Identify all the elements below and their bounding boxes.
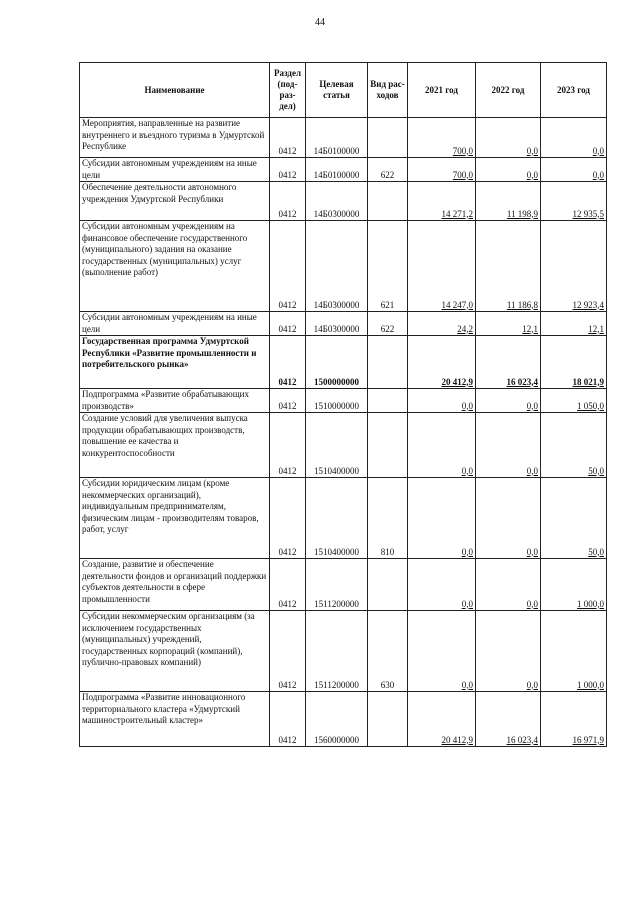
- table-row: [80, 389, 607, 413]
- row-2022: 0,0: [476, 118, 541, 158]
- row-section: 0412: [270, 221, 306, 312]
- row-section: 0412: [270, 413, 306, 478]
- header-2021: 2021 год: [408, 63, 476, 118]
- row-target: 1511200000: [306, 611, 368, 692]
- budget-table: [79, 62, 607, 747]
- row-2023: 12 935,5: [541, 182, 607, 221]
- row-expense: [368, 692, 408, 747]
- row-2022: 16 023,4: [476, 692, 541, 747]
- header-expense: Вид рас- ходов: [368, 63, 408, 118]
- row-expense: 630: [368, 611, 408, 692]
- row-section: 0412: [270, 118, 306, 158]
- page-number: 44: [315, 17, 325, 28]
- row-2023: 50,0: [541, 478, 607, 559]
- table-row: [80, 692, 607, 747]
- table-row: [80, 611, 607, 692]
- row-name: Создание условий для увеличения выпуска продукции обрабатывающих производств, повышение ее качества и конкурентоспособности: [80, 413, 270, 478]
- row-name: Субсидии автономным учреждениям на финансовое обеспечение государственного (муниципального) задания на оказание государственных (муниципальных) услуг (выполнение работ): [80, 221, 270, 312]
- row-section: 0412: [270, 611, 306, 692]
- row-2023: 12 923,4: [541, 221, 607, 312]
- row-section: 0412: [270, 478, 306, 559]
- row-name: Субсидии некоммерческим организациям (за исключением государственных (муниципальных) учреждений, государственных корпораций (компаний), публично-правовых компаний): [80, 611, 270, 692]
- row-target: 14Б0300000: [306, 182, 368, 221]
- row-name: Субсидии автономным учреждениям на иные цели: [80, 158, 270, 182]
- row-2021: 24,2: [408, 312, 476, 336]
- table-row: [80, 158, 607, 182]
- row-name: Субсидии юридическим лицам (кроме некоммерческих организаций), индивидуальным предпринимателям, физическим лицам - производителям товаров, работ, услуг: [80, 478, 270, 559]
- row-expense: 622: [368, 312, 408, 336]
- row-2022: 0,0: [476, 389, 541, 413]
- row-2022: 0,0: [476, 413, 541, 478]
- row-2021: 14 247,0: [408, 221, 476, 312]
- row-expense: 621: [368, 221, 408, 312]
- row-section: 0412: [270, 692, 306, 747]
- row-expense: 622: [368, 158, 408, 182]
- row-name: Мероприятия, направленные на развитие внутреннего и въездного туризма в Удмуртской Республике: [80, 118, 270, 158]
- table-row: [80, 118, 607, 158]
- row-2021: 700,0: [408, 158, 476, 182]
- table-row: [80, 413, 607, 478]
- row-target: 1510000000: [306, 389, 368, 413]
- row-name: Обеспечение деятельности автономного учреждения Удмуртской Республики: [80, 182, 270, 221]
- row-2021: 14 271,2: [408, 182, 476, 221]
- header-2023: 2023 год: [541, 63, 607, 118]
- row-name: Государственная программа Удмуртской Республики «Развитие промышленности и потребительского рынка»: [80, 336, 270, 389]
- row-2021: 20 412,9: [408, 692, 476, 747]
- row-name: Подпрограмма «Развитие обрабатывающих производств»: [80, 389, 270, 413]
- row-target: 1510400000: [306, 413, 368, 478]
- row-target: 14Б0300000: [306, 221, 368, 312]
- row-2023: 12,1: [541, 312, 607, 336]
- row-name: Создание, развитие и обеспечение деятельности фондов и организаций поддержки субъектов деятельности в сфере промышленности: [80, 559, 270, 611]
- row-section: 0412: [270, 182, 306, 221]
- row-2023: 1 000,0: [541, 611, 607, 692]
- row-2022: 0,0: [476, 559, 541, 611]
- row-target: 14Б0100000: [306, 118, 368, 158]
- row-section: 0412: [270, 389, 306, 413]
- row-2022: 11 186,8: [476, 221, 541, 312]
- row-expense: 810: [368, 478, 408, 559]
- row-2022: 0,0: [476, 158, 541, 182]
- row-2022: 12,1: [476, 312, 541, 336]
- row-target: 14Б0300000: [306, 312, 368, 336]
- row-2021: 0,0: [408, 611, 476, 692]
- row-target: 1511200000: [306, 559, 368, 611]
- row-name: Субсидии автономным учреждениям на иные цели: [80, 312, 270, 336]
- table-row: [80, 221, 607, 312]
- table-row: [80, 478, 607, 559]
- header-2022: 2022 год: [476, 63, 541, 118]
- header-name: Наименование: [80, 63, 270, 118]
- row-2022: 0,0: [476, 611, 541, 692]
- table-row: [80, 559, 607, 611]
- row-2023: 0,0: [541, 118, 607, 158]
- row-expense: [368, 413, 408, 478]
- row-expense: [368, 118, 408, 158]
- row-2021: 700,0: [408, 118, 476, 158]
- row-2022: 0,0: [476, 478, 541, 559]
- row-expense: [368, 182, 408, 221]
- row-2022: 11 198,9: [476, 182, 541, 221]
- row-2023: 50,0: [541, 413, 607, 478]
- row-2023: 1 050,0: [541, 389, 607, 413]
- row-target: 14Б0100000: [306, 158, 368, 182]
- row-section: 0412: [270, 336, 306, 389]
- row-2023: 1 000,0: [541, 559, 607, 611]
- row-section: 0412: [270, 158, 306, 182]
- table-row: [80, 182, 607, 221]
- header-row: [80, 63, 607, 118]
- row-expense: [368, 389, 408, 413]
- row-2023: 0,0: [541, 158, 607, 182]
- row-expense: [368, 336, 408, 389]
- row-target: 1500000000: [306, 336, 368, 389]
- row-2023: 18 021,9: [541, 336, 607, 389]
- row-expense: [368, 559, 408, 611]
- table-row: [80, 312, 607, 336]
- row-target: 1560000000: [306, 692, 368, 747]
- row-target: 1510400000: [306, 478, 368, 559]
- row-2023: 16 971,9: [541, 692, 607, 747]
- header-section: Раздел (под- раз- дел): [270, 63, 306, 118]
- table-row: [80, 336, 607, 389]
- row-2022: 16 023,4: [476, 336, 541, 389]
- row-2021: 0,0: [408, 413, 476, 478]
- row-name: Подпрограмма «Развитие инновационного территориального кластера «Удмуртский машиностроительный кластер»: [80, 692, 270, 747]
- row-2021: 0,0: [408, 478, 476, 559]
- row-2021: 0,0: [408, 559, 476, 611]
- row-section: 0412: [270, 312, 306, 336]
- row-2021: 0,0: [408, 389, 476, 413]
- row-2021: 20 412,9: [408, 336, 476, 389]
- header-target: Целевая статья: [306, 63, 368, 118]
- row-section: 0412: [270, 559, 306, 611]
